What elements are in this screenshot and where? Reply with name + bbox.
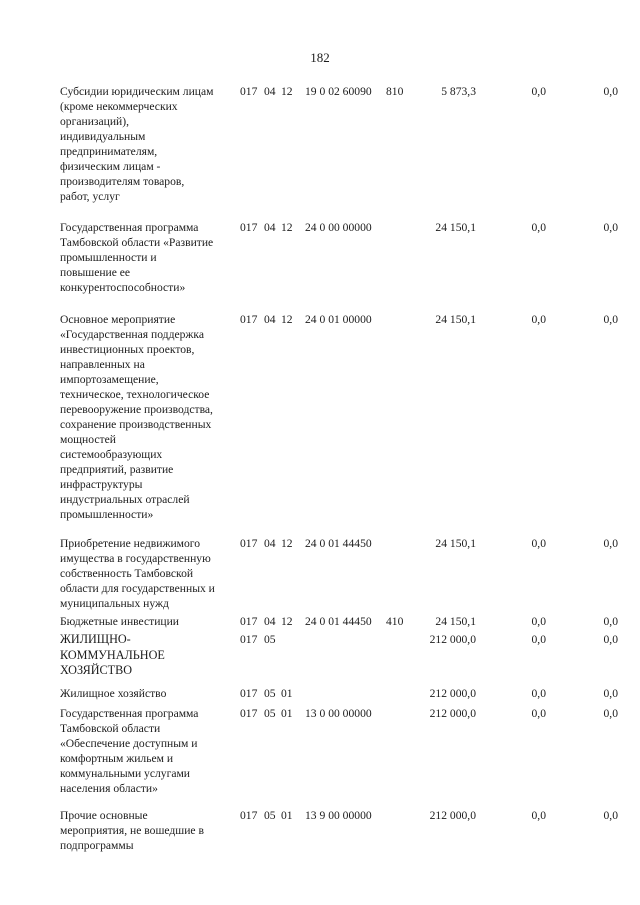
description-line: повышение ее: [60, 266, 131, 279]
description-line: инфраструктуры: [60, 478, 143, 491]
target-article: 24 0 00 00000: [305, 221, 372, 234]
description-line: перевооружение производства,: [60, 403, 213, 416]
target-article: 19 0 02 60090: [305, 85, 372, 98]
description-line: предпринимателям,: [60, 145, 158, 158]
section-code: 05: [264, 633, 276, 646]
target-article: 24 0 01 44450: [305, 537, 372, 550]
description-line: мощностей: [60, 433, 116, 446]
description-line: коммунальными услугами: [60, 766, 191, 780]
row-description: [60, 84, 242, 204]
description-line: Тамбовской области «Развитие: [60, 236, 214, 249]
amount-year-2: 0,0: [531, 706, 546, 720]
amount: 24 150,1: [435, 221, 476, 234]
description-line: «Обеспечение доступным и: [60, 736, 198, 750]
description-line: Прочие основные: [60, 808, 148, 822]
section-code: 04: [264, 615, 276, 628]
amount: 212 000,0: [429, 706, 476, 720]
subsection-code: 12: [281, 313, 293, 326]
amount-year-2: 0,0: [531, 615, 546, 628]
description-line: мероприятия, не вошедшие в: [60, 823, 204, 837]
description-line: промышленности и: [60, 251, 157, 264]
description-line: техническое, технологическое: [60, 388, 210, 401]
subsection-code: 12: [281, 85, 293, 98]
description-line: физическим лицам -: [60, 160, 161, 173]
amount-year-2: 0,0: [531, 85, 546, 98]
description-line: сохранение производственных: [60, 418, 212, 431]
ministry-code: 017: [240, 615, 258, 628]
amount-year-3: 0,0: [603, 615, 618, 628]
table-row: [0, 84, 640, 204]
subsection-code: 12: [281, 221, 293, 234]
page-number: 182: [310, 50, 330, 65]
subsection-code: 12: [281, 537, 293, 550]
amount-year-3: 0,0: [603, 686, 618, 700]
target-article: 13 0 00 00000: [305, 706, 372, 720]
description-line: конкурентоспособности»: [60, 281, 186, 294]
row-description: [60, 808, 242, 853]
ministry-code: 017: [240, 221, 258, 234]
amount: 212 000,0: [429, 686, 476, 700]
description-line: индивидуальным: [60, 130, 146, 143]
amount: 24 150,1: [435, 313, 476, 326]
table-row: [0, 632, 640, 679]
subsection-code: 01: [281, 808, 293, 822]
description-line: Государственная программа: [60, 706, 199, 720]
description-line: Тамбовской области: [60, 721, 161, 735]
description-line: производителям товаров,: [60, 175, 185, 188]
ministry-code: 017: [240, 313, 258, 326]
row-description: [60, 686, 242, 701]
amount-year-3: 0,0: [603, 85, 618, 98]
amount: 212 000,0: [429, 808, 476, 822]
description-line: направленных на: [60, 358, 145, 371]
amount-year-3: 0,0: [603, 537, 618, 550]
row-description: [60, 706, 242, 796]
description-line: Жилищное хозяйство: [60, 686, 167, 700]
section-code: 04: [264, 537, 276, 550]
description-line: ЖИЛИЩНО-: [60, 632, 131, 646]
ministry-code: 017: [240, 686, 258, 700]
amount: 5 873,3: [441, 85, 476, 98]
table-row: [0, 536, 640, 611]
description-line: предприятий, развитие: [60, 463, 174, 476]
description-line: подпрограммы: [60, 838, 134, 852]
subsection-code: 01: [281, 706, 293, 720]
table-row: [0, 706, 640, 796]
amount-year-2: 0,0: [531, 686, 546, 700]
amount-year-2: 0,0: [531, 313, 546, 326]
section-code: 05: [264, 808, 276, 822]
amount-year-2: 0,0: [531, 808, 546, 822]
section-code: 05: [264, 686, 276, 700]
ministry-code: 017: [240, 808, 258, 822]
description-line: населения области»: [60, 781, 158, 795]
target-article: 24 0 01 00000: [305, 313, 372, 326]
amount: 212 000,0: [429, 633, 476, 646]
target-article: 13 9 00 00000: [305, 808, 372, 822]
amount-year-3: 0,0: [603, 221, 618, 234]
target-article: 24 0 01 44450: [305, 615, 372, 628]
amount-year-2: 0,0: [531, 537, 546, 550]
amount-year-2: 0,0: [531, 221, 546, 234]
description-line: промышленности»: [60, 508, 154, 521]
budget-table: [0, 84, 640, 853]
subsection-code: 01: [281, 686, 293, 700]
amount: 24 150,1: [435, 615, 476, 628]
description-line: системообразующих: [60, 448, 163, 461]
row-description: [60, 220, 242, 295]
description-line: ХОЗЯЙСТВО: [60, 663, 133, 677]
description-line: Основное мероприятие: [60, 313, 176, 326]
description-line: собственность Тамбовской: [60, 567, 194, 580]
description-line: импортозамещение,: [60, 373, 159, 386]
description-line: комфортным жильем и: [60, 751, 174, 765]
description-line: муниципальных нужд: [60, 597, 169, 610]
ministry-code: 017: [240, 633, 258, 646]
section-code: 04: [264, 221, 276, 234]
row-description: [60, 614, 242, 629]
description-line: организаций),: [60, 115, 130, 128]
expense-type: 810: [386, 85, 404, 98]
expense-type: 410: [386, 615, 404, 628]
description-line: «Государственная поддержка: [60, 328, 205, 341]
description-line: работ, услуг: [60, 190, 120, 203]
description-line: (кроме некоммерческих: [60, 100, 178, 113]
description-line: Государственная программа: [60, 221, 199, 234]
subsection-code: 12: [281, 615, 293, 628]
amount-year-2: 0,0: [531, 633, 546, 646]
section-code: 05: [264, 706, 276, 720]
table-row: [0, 808, 640, 853]
row-description: [60, 536, 242, 611]
amount: 24 150,1: [435, 537, 476, 550]
description-line: КОММУНАЛЬНОЕ: [60, 647, 165, 662]
row-description: [60, 632, 242, 679]
amount-year-3: 0,0: [603, 633, 618, 646]
table-row: [0, 312, 640, 522]
section-code: 04: [264, 313, 276, 326]
table-row: [0, 614, 640, 629]
description-line: имущества в государственную: [60, 552, 211, 565]
description-line: Бюджетные инвестиции: [60, 615, 180, 628]
amount-year-3: 0,0: [603, 313, 618, 326]
section-code: 04: [264, 85, 276, 98]
table-row: [0, 220, 640, 295]
table-row: [0, 686, 640, 701]
description-line: области для государственных и: [60, 582, 215, 595]
description-line: инвестиционных проектов,: [60, 343, 195, 356]
ministry-code: 017: [240, 706, 258, 720]
description-line: Приобретение недвижимого: [60, 537, 201, 550]
description-line: индустриальных отраслей: [60, 493, 190, 506]
ministry-code: 017: [240, 537, 258, 550]
ministry-code: 017: [240, 85, 258, 98]
description-line: Субсидии юридическим лицам: [60, 85, 214, 98]
amount-year-3: 0,0: [603, 706, 618, 720]
row-description: [60, 312, 242, 522]
amount-year-3: 0,0: [603, 808, 618, 822]
